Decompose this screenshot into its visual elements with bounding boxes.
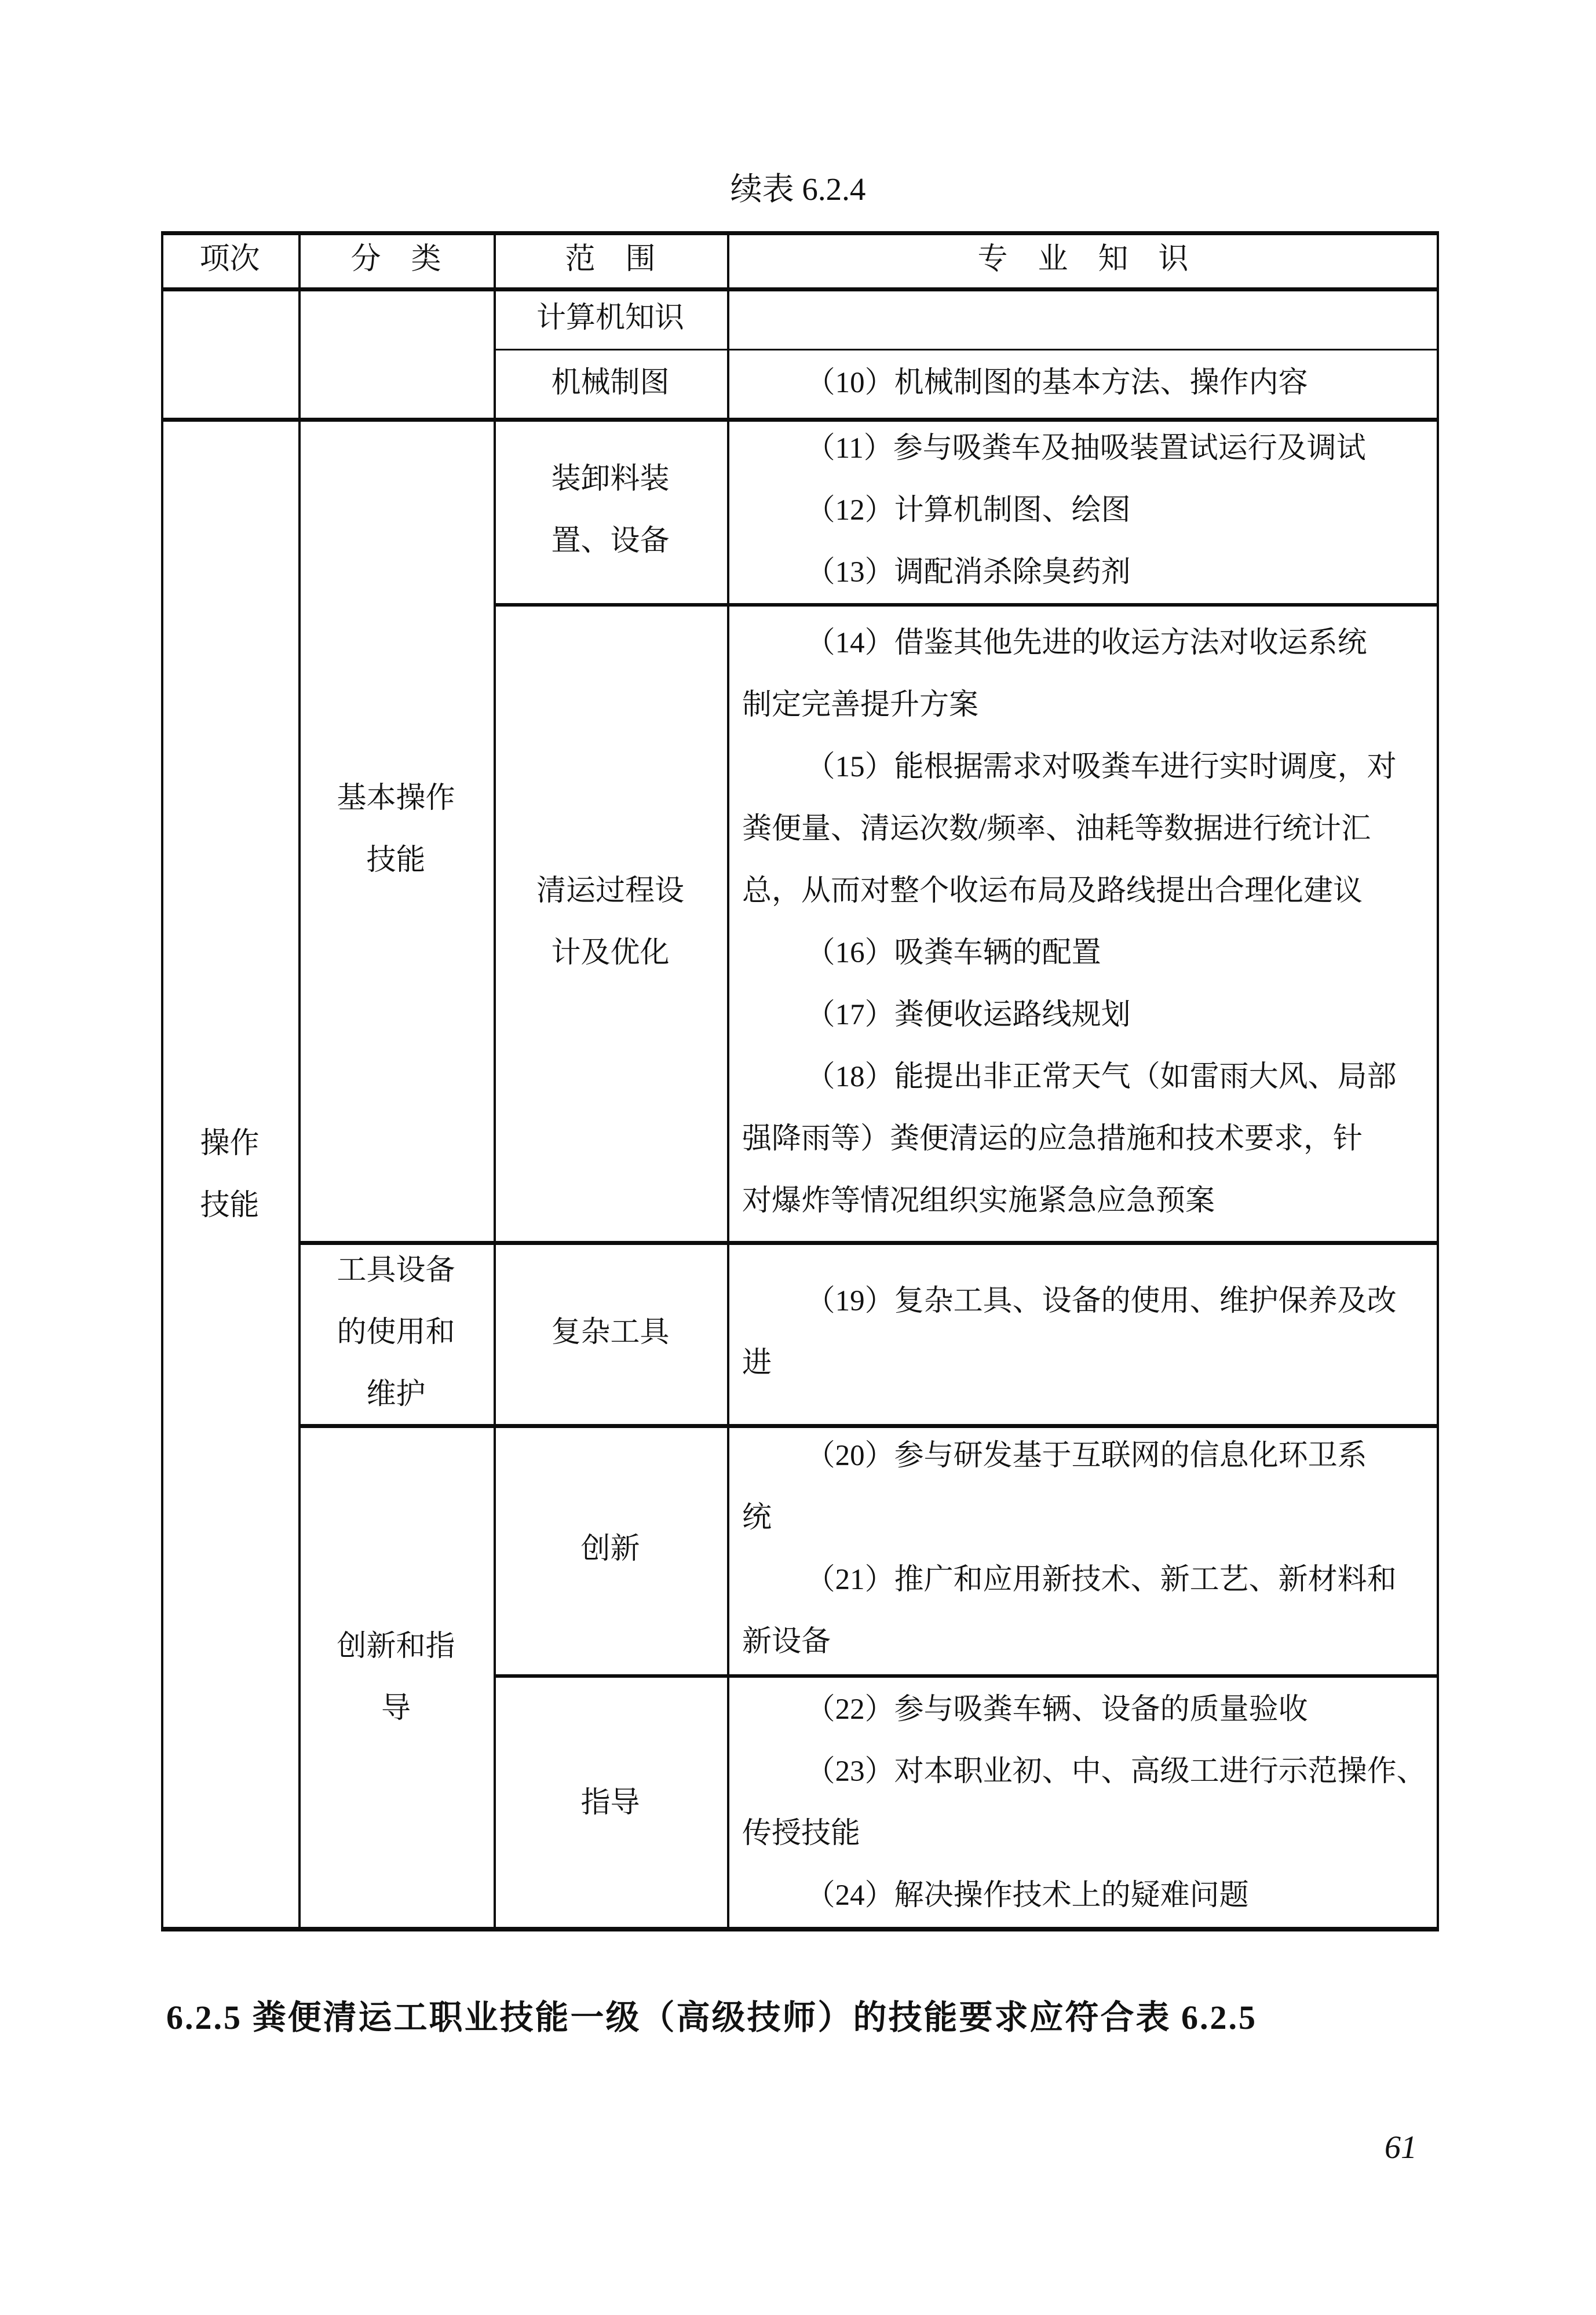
knowledge-item-12-line: （12）计算机制图、绘图: [805, 494, 1131, 527]
scope-process-line-1: 清运过程设: [536, 874, 684, 907]
item-operation-skills: [161, 418, 298, 1931]
knowledge-item-14-line-2: 制定完善提升方案: [742, 688, 979, 721]
knowledge-item-12: [742, 480, 1131, 542]
category-innovation-line-2: 导: [381, 1692, 411, 1725]
knowledge-item-19-line-1: （19）复杂工具、设备的使用、维护保养及改: [805, 1285, 1397, 1317]
scope-loading-line-2: 置、设备: [551, 525, 670, 557]
knowledge-mechanical-drawing: [727, 349, 1439, 418]
header-scope: [494, 231, 727, 287]
knowledge-collection-process: [727, 603, 1439, 1241]
item-operation-line-2: 技能: [200, 1189, 260, 1222]
knowledge-innovation: [727, 1424, 1439, 1674]
knowledge-item-10: [742, 352, 1308, 414]
header-item: [161, 231, 298, 287]
knowledge-item-18-line-1: （18）能提出非正常天气（如雷雨大风、局部: [805, 1060, 1397, 1093]
header-scope-label: 范 围: [565, 243, 656, 276]
knowledge-item-21: [742, 1549, 1397, 1673]
knowledge-item-16: [742, 922, 1101, 984]
knowledge-item-15: [742, 736, 1397, 922]
knowledge-item-13: [742, 542, 1131, 604]
knowledge-item-15-line-2: 粪便量、清运次数/频率、油耗等数据进行统计汇: [742, 812, 1371, 845]
knowledge-item-11: [742, 418, 1366, 480]
knowledge-complex-tools: [727, 1241, 1439, 1424]
category-innovation-guidance: [298, 1424, 494, 1931]
category-basic-operation-skills: [298, 418, 494, 1241]
knowledge-item-18-line-2: 强降雨等）粪便清运的应急措施和技术要求，针: [742, 1122, 1363, 1155]
scope-guidance-label: 指导: [580, 1786, 640, 1819]
knowledge-item-13-line: （13）调配消杀除臭药剂: [805, 556, 1131, 589]
knowledge-item-24: [742, 1865, 1249, 1927]
scope-mechanical-drawing-label: 机械制图: [551, 367, 670, 399]
table-continuation-title: 续表 6.2.4: [730, 171, 866, 207]
knowledge-item-21-line-1: （21）推广和应用新技术、新工艺、新材料和: [805, 1564, 1397, 1596]
category-basic-line-1: 基本操作: [337, 782, 455, 815]
category-innovation-line-1: 创新和指: [337, 1630, 455, 1663]
scope-computer-knowledge-label: 计算机知识: [536, 301, 684, 334]
knowledge-item-19-line-2: 进: [742, 1347, 772, 1379]
scope-guidance: [494, 1674, 727, 1931]
scope-process-line-2: 计及优化: [551, 936, 670, 969]
knowledge-item-22: [742, 1679, 1308, 1741]
knowledge-guidance: [727, 1674, 1439, 1931]
knowledge-item-18: [742, 1046, 1397, 1232]
knowledge-item-16-line: （16）吸粪车辆的配置: [805, 936, 1101, 969]
scope-complex-tools: [494, 1241, 727, 1424]
scope-innovation-label: 创新: [580, 1532, 640, 1565]
scope-complex-tools-label: 复杂工具: [551, 1316, 670, 1349]
knowledge-item-22-line: （22）参与吸粪车辆、设备的质量验收: [805, 1693, 1308, 1726]
knowledge-item-23-line-2: 传授技能: [742, 1817, 861, 1850]
knowledge-item-14: [742, 612, 1367, 736]
item-operation-line-1: 操作: [200, 1127, 260, 1160]
scope-computer-knowledge: [494, 287, 727, 349]
knowledge-item-20-line-2: 统: [742, 1502, 772, 1534]
knowledge-item-15-line-3: 总，从而对整个收运布局及路线提出合理化建议: [742, 874, 1363, 907]
knowledge-item-24-line: （24）解决操作技术上的疑难问题: [805, 1879, 1249, 1912]
scope-collection-process-design: [494, 603, 727, 1241]
knowledge-item-17-line: （17）粪便收运路线规划: [805, 998, 1131, 1031]
header-knowledge: [727, 231, 1439, 287]
knowledge-item-19: [742, 1270, 1397, 1394]
scope-innovation: [494, 1424, 727, 1674]
knowledge-loading-equipment: [727, 418, 1439, 603]
category-tools-line-2: 的使用和: [337, 1316, 455, 1349]
knowledge-item-10-line: （10）机械制图的基本方法、操作内容: [805, 367, 1308, 399]
header-category: [298, 231, 494, 287]
knowledge-item-15-line-1: （15）能根据需求对吸粪车进行实时调度，对: [805, 750, 1397, 783]
knowledge-item-23-line-1: （23）对本职业初、中、高级工进行示范操作、: [805, 1755, 1426, 1788]
category-tools-line-1: 工具设备: [337, 1254, 455, 1287]
scope-loading-unloading-equipment: [494, 418, 727, 603]
header-knowledge-label: 专 业 知 识: [977, 243, 1189, 276]
header-item-label: 项次: [199, 243, 260, 276]
category-basic-line-2: 技能: [366, 844, 426, 877]
knowledge-item-18-line-3: 对爆炸等情况组织实施紧急应急预案: [742, 1184, 1215, 1217]
category-tools-line-3: 维护: [366, 1378, 426, 1411]
knowledge-item-17: [742, 984, 1131, 1046]
scope-loading-line-1: 装卸料装: [551, 463, 670, 495]
knowledge-item-23: [742, 1741, 1426, 1865]
page-number: 61: [1385, 2130, 1417, 2166]
skills-table: [161, 231, 1439, 1931]
knowledge-item-14-line-1: （14）借鉴其他先进的收运方法对收运系统: [805, 626, 1367, 659]
knowledge-item-11-line: （11）参与吸粪车及抽吸装置试运行及调试: [805, 432, 1366, 465]
knowledge-item-20: [742, 1425, 1367, 1549]
knowledge-item-20-line-1: （20）参与研发基于互联网的信息化环卫系: [805, 1440, 1367, 1472]
category-tools-use-maintenance: [298, 1241, 494, 1424]
section-heading-6-2-5: 6.2.5 粪便清运工职业技能一级（高级技师）的技能要求应符合表 6.2.5: [166, 1999, 1258, 2036]
knowledge-item-21-line-2: 新设备: [742, 1626, 831, 1658]
header-category-label: 分 类: [350, 243, 441, 276]
scope-mechanical-drawing: [494, 349, 727, 418]
